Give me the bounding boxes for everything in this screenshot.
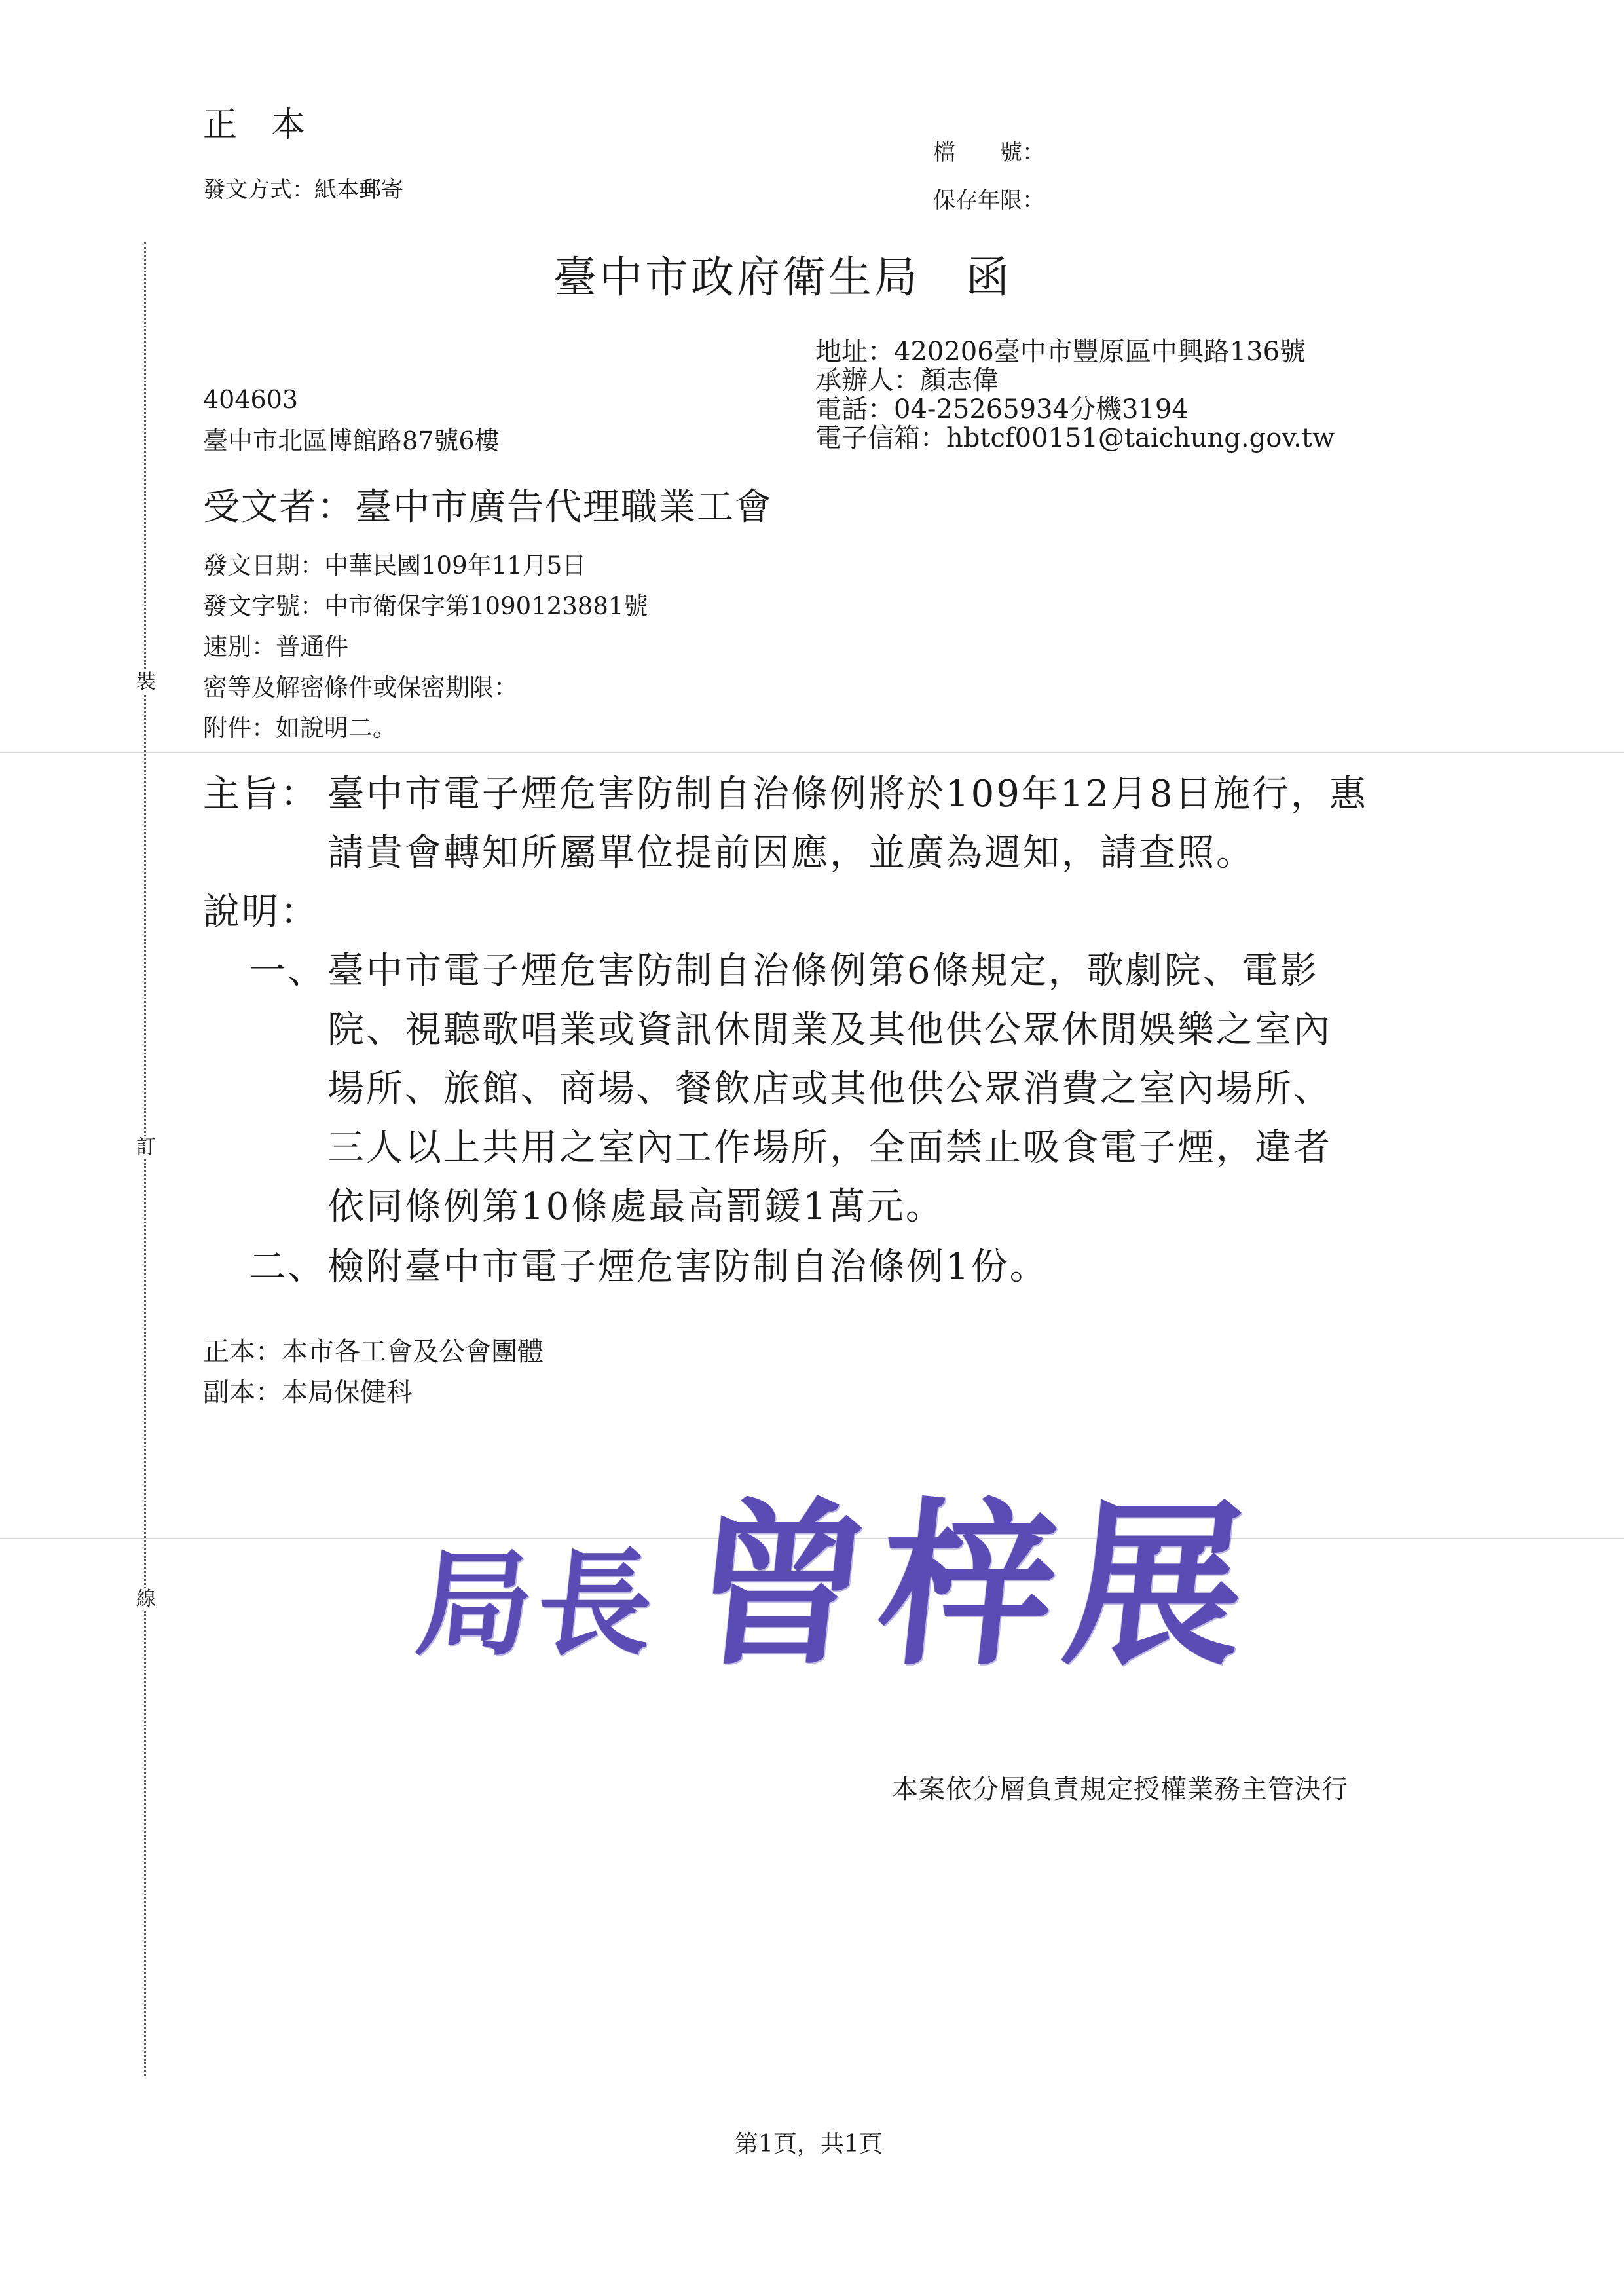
retention-label: 保存年限：	[933, 187, 1044, 214]
recipient-street-address: 臺中市北區博館路87號6樓	[203, 426, 500, 455]
subject-line-1: 臺中市電子煙危害防制自治條例將於109年12月8日施行，惠	[327, 773, 1368, 815]
distribution-copy: 副本：本局保健科	[203, 1377, 413, 1408]
explanation-item-2-number: 二、	[249, 1246, 326, 1288]
stamp-title: 局長	[411, 1539, 665, 1671]
recipient: 受文者：臺中市廣告代理職業工會	[203, 486, 773, 529]
subject-label: 主旨：	[203, 773, 319, 815]
binding-mark-xian: 線	[133, 1588, 159, 1610]
fold-crease-top	[0, 752, 1624, 753]
subject-line-2: 請貴會轉知所屬單位提前因應，並廣為週知，請查照。	[327, 832, 1255, 874]
dispatch-date: 發文日期：中華民國109年11月5日	[203, 551, 587, 580]
explanation-item-1-line: 依同條例第10條處最高罰鍰1萬元。	[327, 1185, 944, 1228]
page-number: 第1頁，共1頁	[735, 2131, 883, 2157]
distribution-original: 正本：本市各工會及公會團體	[203, 1337, 544, 1367]
explanation-item-1-line: 場所、旅館、商場、餐飲店或其他供公眾消費之室內場所、	[327, 1068, 1332, 1110]
attachment: 附件：如說明二。	[203, 714, 397, 742]
explanation-label: 說明：	[203, 891, 319, 933]
explanation-item-1-line: 院、視聽歌唱業或資訊休閒業及其他供公眾休閒娛樂之室內	[327, 1009, 1332, 1051]
stamp-name: 曾梓展	[682, 1483, 1266, 1689]
document-number: 發文字號：中市衛保字第1090123881號	[203, 592, 648, 620]
sender-email: 電子信箱：hbtcf00151@taichung.gov.tw	[815, 423, 1335, 453]
explanation-item-1-line: 臺中市電子煙危害防制自治條例第6條規定，歌劇院、電影	[327, 950, 1319, 992]
binding-mark-ding: 訂	[133, 1136, 159, 1158]
document-title: 臺中市政府衛生局 函	[553, 252, 1012, 303]
priority: 速別：普通件	[203, 633, 348, 661]
secrecy-level: 密等及解密條件或保密期限：	[203, 673, 518, 701]
binding-mark-zhuang: 裝	[133, 671, 159, 693]
copy-type-label: 正 本	[203, 105, 306, 145]
sender-handler: 承辦人：顏志偉	[815, 365, 999, 396]
authorization-note: 本案依分層負責規定授權業務主管決行	[892, 1774, 1348, 1804]
file-number-label: 檔 號：	[933, 140, 1044, 166]
explanation-item-2-line: 檢附臺中市電子煙危害防制自治條例1份。	[327, 1246, 1048, 1288]
explanation-item-1-line: 三人以上共用之室內工作場所，全面禁止吸食電子煙，違者	[327, 1127, 1332, 1169]
binding-line	[144, 242, 146, 2076]
dispatch-method: 發文方式：紙本郵寄	[203, 177, 403, 203]
sender-address: 地址：420206臺中市豐原區中興路136號	[815, 337, 1306, 367]
sender-phone: 電話：04-25265934分機3194	[815, 394, 1189, 424]
recipient-postal-code: 404603	[203, 385, 299, 414]
explanation-item-1-number: 一、	[249, 950, 326, 992]
